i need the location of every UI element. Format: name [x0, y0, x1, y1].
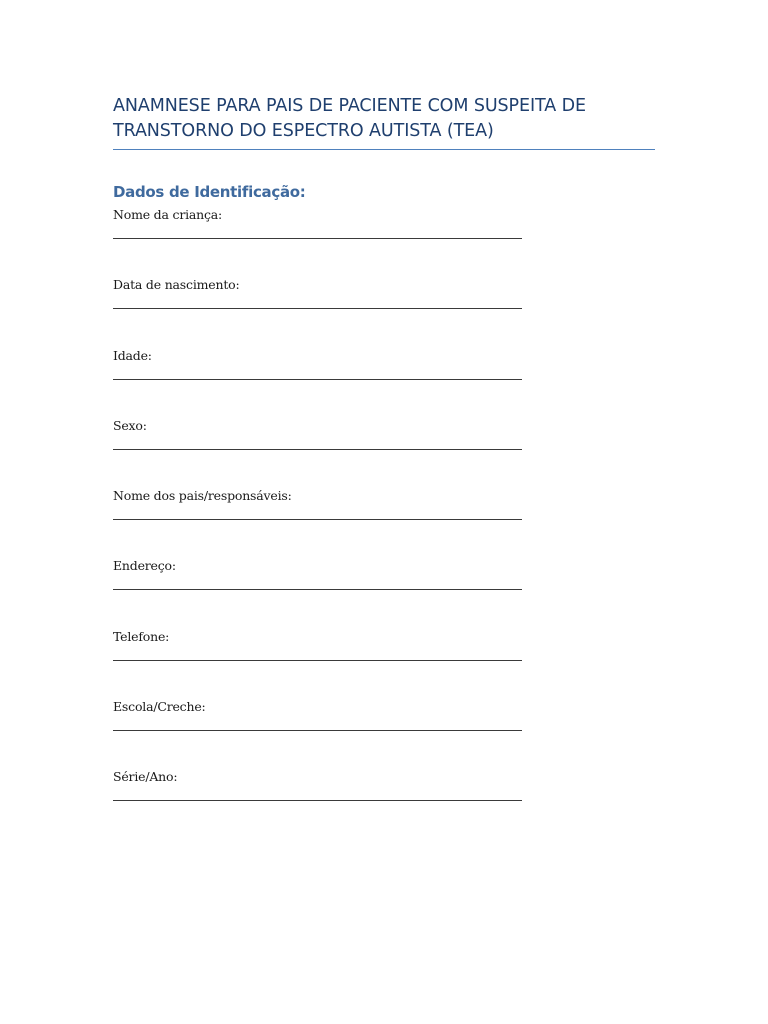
field-address	[113, 557, 533, 627]
field-school	[113, 698, 533, 768]
blank-answer-line[interactable]	[113, 730, 522, 731]
field-grade	[113, 768, 533, 838]
field-label: Telefone:	[113, 628, 170, 644]
blank-answer-line[interactable]	[113, 519, 522, 520]
blank-answer-line[interactable]	[113, 449, 522, 450]
title-divider	[113, 149, 655, 150]
field-age	[113, 347, 533, 417]
blank-answer-line[interactable]	[113, 379, 522, 380]
identification-fields	[113, 206, 533, 839]
field-label: Sexo:	[113, 417, 147, 433]
blank-answer-line[interactable]	[113, 800, 522, 801]
field-label: Nome da criança:	[113, 207, 223, 222]
field-label: Endereço:	[113, 558, 176, 574]
field-child-name	[113, 206, 533, 276]
field-label: Data de nascimento:	[113, 277, 240, 293]
blank-answer-line[interactable]	[113, 238, 522, 239]
field-label: Nome dos pais/responsáveis:	[113, 488, 292, 504]
blank-answer-line[interactable]	[113, 660, 522, 661]
blank-answer-line[interactable]	[113, 589, 522, 590]
field-parents-names	[113, 487, 533, 557]
field-label: Idade:	[113, 347, 152, 363]
field-label: Escola/Creche:	[113, 699, 206, 715]
document-title: ANAMNESE PARA PAIS DE PACIENTE COM SUSPEITA DE TRANSTORNO DO ESPECTRO AUTISTA (TEA)	[113, 96, 586, 141]
field-sex	[113, 417, 533, 487]
section-heading-identification: Dados de Identificação:	[113, 183, 306, 201]
blank-answer-line[interactable]	[113, 308, 522, 309]
field-birth-date	[113, 276, 533, 346]
field-label: Série/Ano:	[113, 769, 178, 785]
field-phone	[113, 628, 533, 698]
